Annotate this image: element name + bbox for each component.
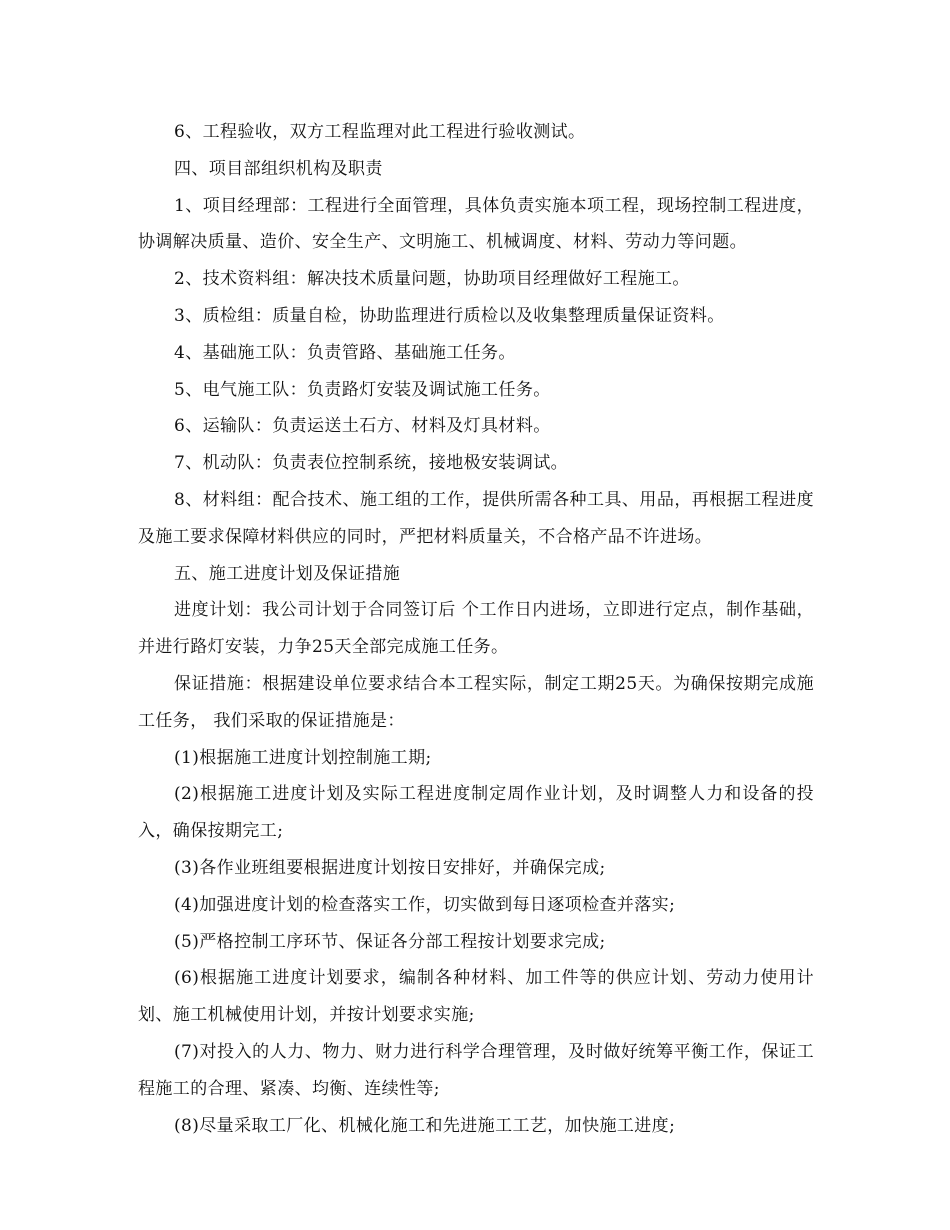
paragraph-transport-team: 6、运输队：负责运送土石方、材料及灯具材料。 — [174, 416, 551, 437]
list-item-measure-5: (5)严格控制工序环节、保证各分部工程按计划要求完成; — [174, 931, 606, 952]
paragraph-project-manager-dept: 1、项目经理部：工程进行全面管理，具体负责实施本项工程，现场控制工程进度，协调解决质量、造价、安全生产、文明施工、机械调度、材料、劳动力等问题。 — [138, 195, 814, 253]
list-item-measure-6: (6)根据施工进度计划要求，编制各种材料、加工件等的供应计划、劳动力使用计划、施工机械使用计划，并按计划要求实施; — [138, 968, 814, 1026]
list-item-measure-4: (4)加强进度计划的检查落实工作，切实做到每日逐项检查并落实; — [174, 894, 676, 915]
paragraph-technical-data-group: 2、技术资料组：解决技术质量问题，协助项目经理做好工程施工。 — [174, 269, 690, 290]
list-item-measure-3: (3)各作业班组要根据进度计划按日安排好，并确保完成; — [174, 857, 606, 878]
paragraph-guarantee-measures: 保证措施：根据建设单位要求结合本工程实际，制定工期25天。为确保按期完成施工任务， 我们采取的保证措施是： — [138, 673, 814, 731]
document-body — [138, 114, 814, 1144]
paragraph-item-6-acceptance: 6、工程验收，双方工程监理对此工程进行验收测试。 — [174, 122, 586, 142]
list-item-measure-1: (1)根据施工进度计划控制施工期; — [174, 747, 432, 768]
paragraph-foundation-team: 4、基础施工队：负责管路、基础施工任务。 — [174, 342, 516, 363]
section-heading-organization: 四、项目部组织机构及职责 — [174, 158, 383, 179]
list-item-measure-7: (7)对投入的人力、物力、财力进行科学合理管理，及时做好统筹平衡工作，保证工程施工的合理、紧凑、均衡、连续性等; — [138, 1041, 814, 1099]
section-heading-schedule: 五、施工进度计划及保证措施 — [174, 563, 401, 584]
paragraph-quality-inspection-group: 3、质检组：质量自检，协助监理进行质检以及收集整理质量保证资料。 — [174, 305, 725, 326]
paragraph-materials-group: 8、材料组：配合技术、施工组的工作，提供所需各种工具、用品，再根据工程进度及施工要求保障材料供应的同时，严把材料质量关，不合格产品不许进场。 — [138, 489, 814, 547]
list-item-measure-2: (2)根据施工进度计划及实际工程进度制定周作业计划，及时调整人力和设备的投入，确保按期完工; — [138, 784, 814, 842]
list-item-measure-8: (8)尽量采取工厂化、机械化施工和先进施工工艺，加快施工进度; — [174, 1115, 676, 1136]
paragraph-mobile-team: 7、机动队：负责表位控制系统，接地极安装调试。 — [174, 453, 569, 474]
paragraph-progress-plan: 进度计划：我公司计划于合同签订后 个工作日内进场，立即进行定点，制作基础，并进行路灯安装，力争25天全部完成施工任务。 — [138, 600, 814, 658]
paragraph-electrical-team: 5、电气施工队：负责路灯安装及调试施工任务。 — [174, 379, 551, 400]
